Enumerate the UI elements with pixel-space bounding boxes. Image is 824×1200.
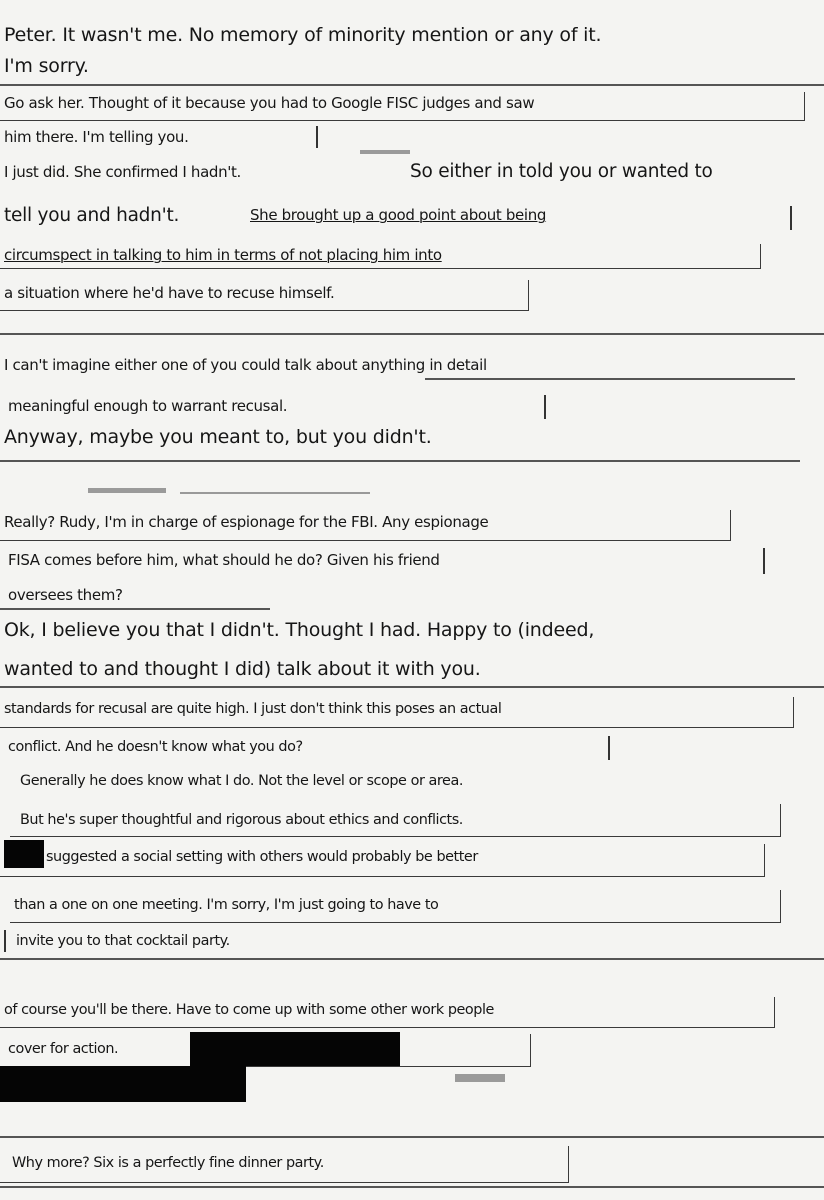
text-line: invite you to that cocktail party. (16, 933, 230, 949)
text-line: tell you and hadn't. (4, 205, 180, 226)
scan-mark (180, 492, 370, 494)
text-line: wanted to and thought I did) talk about it with you. (4, 658, 481, 680)
text-line: Go ask her. Thought of it because you had to Google FISC judges and saw (4, 94, 535, 112)
text-line: I just did. She confirmed I hadn't. (4, 163, 241, 181)
divider (0, 1186, 824, 1188)
text-line: But he's super thoughtful and rigorous about ethics and conflicts. (20, 812, 463, 828)
bracket (544, 395, 546, 419)
bracket (763, 548, 765, 574)
text-line: So either in told you or wanted to (410, 161, 713, 182)
text-line: Generally he does know what I do. Not the level or scope or area. (20, 773, 463, 789)
text-line: meaningful enough to warrant recusal. (8, 397, 288, 415)
text-line: She brought up a good point about being (250, 206, 547, 224)
message-box (0, 244, 761, 269)
text-line: circumspect in talking to him in terms of not placing him into (4, 246, 442, 264)
text-line: Why more? Six is a perfectly fine dinner party. (12, 1155, 324, 1171)
divider (0, 333, 824, 335)
text-line: Peter. It wasn't me. No memory of minority mention or any of it. (4, 24, 602, 46)
text-line: FISA comes before him, what should he do? Given his friend (8, 551, 440, 569)
redaction-bar (0, 1066, 246, 1102)
message-box (0, 510, 731, 541)
message-box (10, 804, 781, 837)
scan-mark (455, 1074, 505, 1082)
divider (0, 1136, 824, 1138)
text-line: Really? Rudy, I'm in charge of espionage for the FBI. Any espionage (4, 513, 489, 531)
bracket (4, 930, 6, 952)
message-box (0, 1034, 531, 1067)
bracket (790, 206, 792, 230)
text-line: cover for action. (8, 1041, 119, 1057)
divider (0, 84, 824, 86)
text-line: suggested a social setting with others would probably be better (46, 849, 478, 865)
text-line: him there. I'm telling you. (4, 128, 189, 146)
message-box (0, 844, 765, 877)
scan-mark (360, 150, 410, 154)
divider (0, 958, 824, 960)
text-line: Anyway, maybe you meant to, but you didn't. (4, 426, 432, 448)
message-box (0, 92, 805, 121)
underline (425, 378, 795, 380)
text-line: Ok, I believe you that I didn't. Thought I had. Happy to (indeed, (4, 619, 595, 641)
scan-mark (88, 488, 166, 493)
text-line: a situation where he'd have to recuse himself. (4, 284, 335, 302)
message-box (0, 280, 529, 311)
divider (0, 460, 800, 462)
text-line: I'm sorry. (4, 55, 89, 77)
text-line: oversees them? (8, 586, 123, 604)
text-line: of course you'll be there. Have to come up with some other work people (4, 1002, 494, 1018)
bracket (316, 126, 318, 148)
message-box (0, 997, 775, 1028)
text-line: conflict. And he doesn't know what you do? (8, 739, 303, 755)
underline (0, 608, 270, 610)
text-line: than a one on one meeting. I'm sorry, I'm just going to have to (14, 897, 439, 913)
message-box (0, 697, 794, 728)
bracket (608, 736, 610, 760)
text-line: I can't imagine either one of you could talk about anything in detail (4, 356, 487, 374)
message-box (10, 890, 781, 923)
divider (0, 686, 824, 688)
text-line: standards for recusal are quite high. I just don't think this poses an actual (4, 701, 502, 717)
message-box (0, 1146, 569, 1183)
